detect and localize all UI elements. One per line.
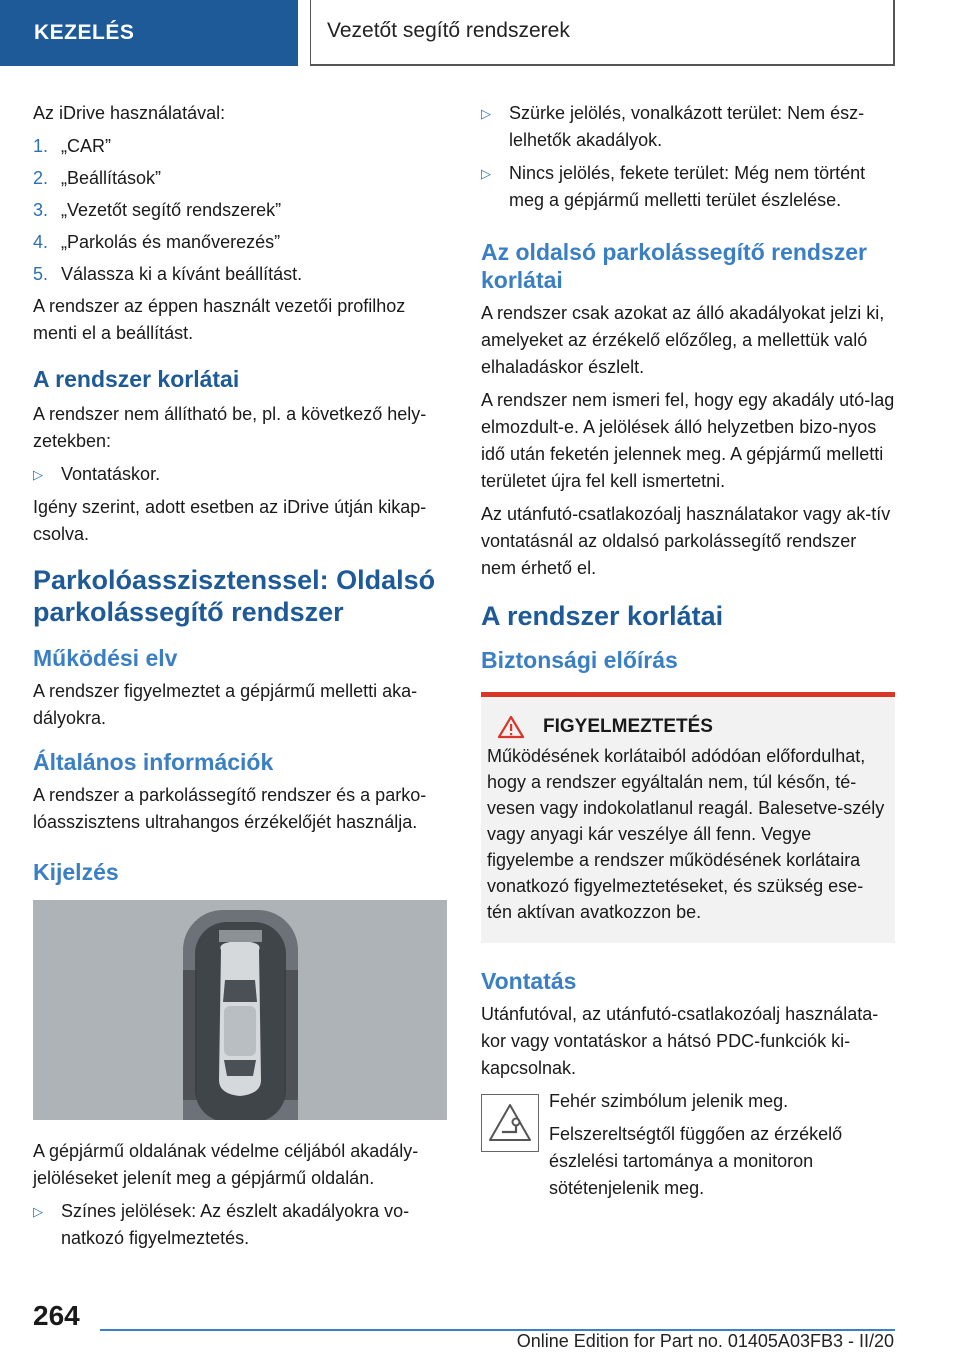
triangle-right-icon: ▷ xyxy=(33,467,43,482)
idrive-text: Igény szerint, adott esetben az iDrive útján kikap-csolva. xyxy=(33,497,427,544)
display-bullets xyxy=(33,1198,447,1252)
display-text: A gépjármű oldalának védelme céljából akadály-jelöléseket jelenít meg a gépjármű oldalán. xyxy=(33,1141,419,1188)
step-item: 4. „Parkolás és manőverezés” xyxy=(33,232,281,252)
side-limits-text-1: A rendszer csak azokat az álló akadályokat jelzi ki, amelyeket az érzékelő előzőleg, a mellettük való elhaladáskor észlelt. xyxy=(481,303,885,377)
step-item: 3. „Vezetőt segítő rendszerek” xyxy=(33,200,282,220)
list-item: ▷ Szürke jelölés, vonalkázott terület: Nem ész-lelhetők akadályok. xyxy=(481,100,895,154)
chapter-title: Vezetőt segítő rendszerek xyxy=(310,0,895,66)
side-limits-text-2: A rendszer nem ismeri fel, hogy egy akadály utó-lag elmozdult-e. A jelölések álló helyzetben bizo-nyos idő után feketén jelennek meg. A gépjármű melletti területet újra fel kell ismertetni. xyxy=(481,390,895,491)
triangle-right-icon: ▷ xyxy=(481,106,491,121)
limits2-heading: A rendszer korlátai xyxy=(481,601,724,631)
triangle-right-icon: ▷ xyxy=(33,1204,43,1219)
warning-box xyxy=(481,692,895,943)
step-item: 1. „CAR” xyxy=(33,136,111,156)
list-item: ▷ Vontatáskor. xyxy=(33,461,447,488)
white-symbol-text: Fehér szimbólum jelenik meg. xyxy=(549,1091,789,1111)
side-limits-heading: Az oldalsó parkolássegítő rendszer korlátai xyxy=(481,239,868,293)
towing-text: Utánfutóval, az utánfutó-csatlakozóalj használata-kor vagy vontatáskor a hátsó PDC-funkciók ki-kapcsolnak. xyxy=(481,1004,879,1078)
limits-heading: A rendszer korlátai xyxy=(33,366,240,392)
steps-list xyxy=(33,133,447,288)
step-item: 5. Válassza ki a kívánt beállítást. xyxy=(33,264,303,284)
profile-text: A rendszer az éppen használt vezetői profilhoz menti el a beállítást. xyxy=(33,296,406,343)
triangle-right-icon: ▷ xyxy=(481,166,491,181)
general-text: A rendszer a parkolássegítő rendszer és a parko-lóasszisztens ultrahangos érzékelőjét használja. xyxy=(33,785,427,832)
car-top-view-icon xyxy=(33,900,447,1120)
intro-text: Az iDrive használatával: xyxy=(33,103,226,123)
towing-heading: Vontatás xyxy=(481,968,577,994)
left-column xyxy=(33,100,447,1258)
limits-text: A rendszer nem állítható be, pl. a következő hely-zetekben: xyxy=(33,404,427,451)
list-item: ▷ Nincs jelölés, fekete terület: Még nem történt meg a gépjármű melletti terület észlelése. xyxy=(481,160,895,214)
equipment-text: Felszereltségtől függően az érzékelő észlelési tartománya a monitoron sötétenjelenik meg. xyxy=(549,1124,843,1198)
list-item: ▷ Színes jelölések: Az észlelt akadályokra vo-natkozó figyelmeztetés. xyxy=(33,1198,447,1252)
trailer-hitch-icon xyxy=(481,1094,539,1152)
warning-triangle-icon xyxy=(497,715,525,739)
section-tab: KEZELÉS xyxy=(0,0,298,66)
principle-text: A rendszer figyelmeztet a gépjármű melletti aka-dályokra. xyxy=(33,681,418,728)
main-heading: Parkolóasszisztenssel: Oldalsó parkolássegítő rendszer xyxy=(33,565,436,627)
page-header xyxy=(0,0,960,66)
step-item: 2. „Beállítások” xyxy=(33,168,162,188)
limits-bullets xyxy=(33,461,447,488)
general-heading: Általános információk xyxy=(33,749,274,775)
right-column xyxy=(481,100,895,1208)
warning-title: FIGYELMEZTETÉS xyxy=(487,715,885,739)
edition-text: Online Edition for Part no. 01405A03FB3 - II/20 xyxy=(516,1331,894,1351)
side-limits-text-3: Az utánfutó-csatlakozóalj használatakor vagy ak-tív vontatásnál az oldalsó parkolássegítő rendszer nem érhető el. xyxy=(481,504,891,578)
tow-symbol-block xyxy=(481,1088,895,1208)
parking-display-figure xyxy=(33,900,447,1120)
safety-heading: Biztonsági előírás xyxy=(481,647,678,673)
principle-heading: Működési elv xyxy=(33,645,178,671)
page-number: 264 xyxy=(33,1300,80,1331)
display-heading: Kijelzés xyxy=(33,859,119,885)
warning-text: Működésének korlátaiból adódóan előfordulhat, hogy a rendszer egyáltalán nem, túl későn, té-vesen vagy indokolatlanul reagál. Balesetve-szély vagy anyagi kár veszélye áll fenn. Vegye figyelembe a rendszer működésének korlátaira vonatkozó figyelmeztetéseket, és szükség ese-tén aktívan avatkozzon be. xyxy=(487,746,885,922)
marker-bullets xyxy=(481,100,895,214)
